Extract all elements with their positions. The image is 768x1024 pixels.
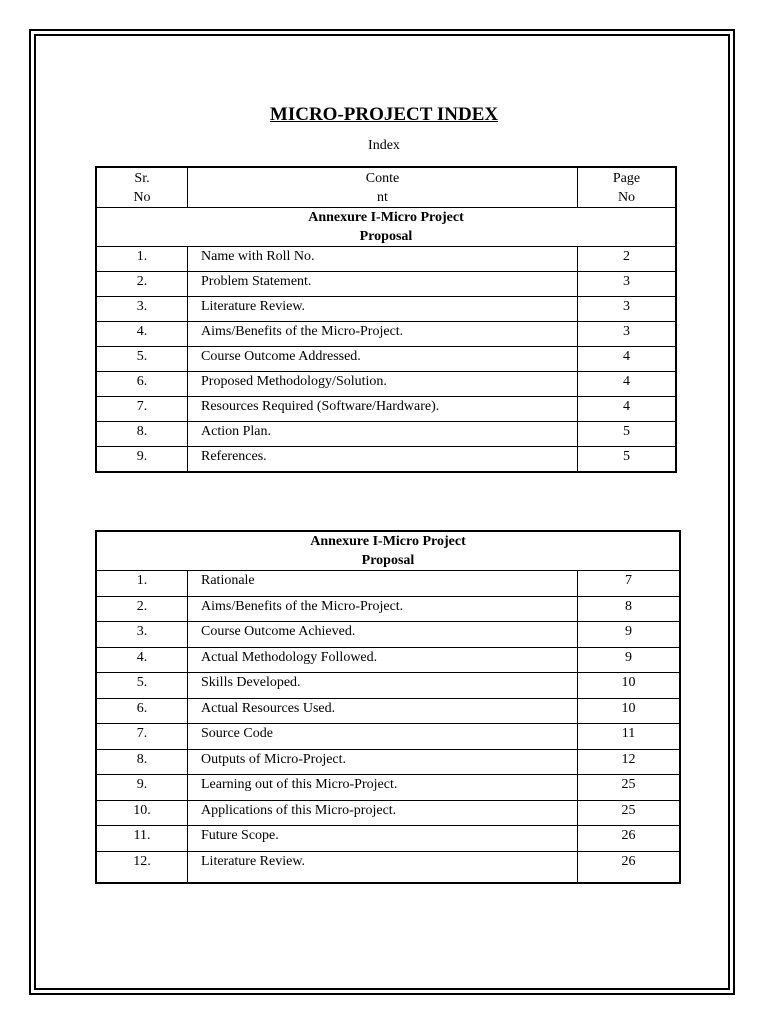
row-content: Name with Roll No. <box>188 247 578 272</box>
row-sr-no: 3. <box>96 297 188 322</box>
row-sr-no: 2. <box>96 596 188 622</box>
row-content: Literature Review. <box>188 851 578 883</box>
row-sr-no: 6. <box>96 372 188 397</box>
row-page-no: 3 <box>578 272 677 297</box>
row-sr-no: 8. <box>96 749 188 775</box>
row-page-no: 7 <box>578 571 681 597</box>
table-row <box>96 724 680 750</box>
row-page-no: 25 <box>578 800 681 826</box>
row-content: Actual Methodology Followed. <box>188 647 578 673</box>
row-page-no: 4 <box>578 347 677 372</box>
table-row <box>96 826 680 852</box>
table-row <box>96 272 676 297</box>
table-row <box>96 775 680 801</box>
row-sr-no: 6. <box>96 698 188 724</box>
row-sr-no: 12. <box>96 851 188 883</box>
header-page-line1: Page <box>612 171 641 186</box>
row-content: Actual Resources Used. <box>188 698 578 724</box>
table-row <box>96 372 676 397</box>
row-content: Outputs of Micro-Project. <box>188 749 578 775</box>
section-heading-line1: Annexure I-Micro Project <box>308 210 464 225</box>
row-page-no: 26 <box>578 851 681 883</box>
row-sr-no: 8. <box>96 422 188 447</box>
table-row <box>96 397 676 422</box>
section-heading <box>96 208 676 247</box>
row-sr-no: 9. <box>96 775 188 801</box>
table-row <box>96 447 676 473</box>
section-row <box>96 531 680 571</box>
row-page-no: 4 <box>578 372 677 397</box>
header-page-line2: No <box>617 190 636 205</box>
section-heading-line2: Proposal <box>361 553 415 568</box>
header-page-no <box>578 167 677 208</box>
section-row <box>96 208 676 247</box>
index-table-report <box>95 530 681 884</box>
section-heading-line1: Annexure I-Micro Project <box>310 534 466 549</box>
row-content: Literature Review. <box>188 297 578 322</box>
row-page-no: 4 <box>578 397 677 422</box>
header-content-line2: nt <box>377 190 388 205</box>
row-content: Aims/Benefits of the Micro-Project. <box>188 322 578 347</box>
section-heading <box>96 531 680 571</box>
row-content: Rationale <box>188 571 578 597</box>
row-content: Problem Statement. <box>188 272 578 297</box>
row-content: Proposed Methodology/Solution. <box>188 372 578 397</box>
table-row <box>96 347 676 372</box>
row-sr-no: 7. <box>96 397 188 422</box>
page-subtitle: Index <box>368 138 400 153</box>
row-page-no: 26 <box>578 826 681 852</box>
table-row <box>96 247 676 272</box>
row-content: Action Plan. <box>188 422 578 447</box>
row-page-no: 9 <box>578 647 681 673</box>
row-page-no: 25 <box>578 775 681 801</box>
row-sr-no: 1. <box>96 571 188 597</box>
index-table-proposal <box>95 166 677 473</box>
row-page-no: 3 <box>578 297 677 322</box>
section-heading-line2: Proposal <box>359 229 413 244</box>
row-sr-no: 2. <box>96 272 188 297</box>
row-page-no: 12 <box>578 749 681 775</box>
row-content: Aims/Benefits of the Micro-Project. <box>188 596 578 622</box>
row-page-no: 10 <box>578 673 681 699</box>
header-sr-no <box>96 167 188 208</box>
row-page-no: 8 <box>578 596 681 622</box>
table-row <box>96 322 676 347</box>
row-page-no: 2 <box>578 247 677 272</box>
table-row <box>96 622 680 648</box>
row-page-no: 5 <box>578 447 677 473</box>
row-sr-no: 7. <box>96 724 188 750</box>
table-row <box>96 800 680 826</box>
table-row <box>96 749 680 775</box>
row-sr-no: 11. <box>96 826 188 852</box>
row-sr-no: 3. <box>96 622 188 648</box>
row-content: Applications of this Micro-project. <box>188 800 578 826</box>
row-content: Course Outcome Achieved. <box>188 622 578 648</box>
header-content <box>188 167 578 208</box>
page-title: MICRO-PROJECT INDEX <box>269 104 499 125</box>
table-row <box>96 851 680 883</box>
row-content: Course Outcome Addressed. <box>188 347 578 372</box>
row-page-no: 5 <box>578 422 677 447</box>
row-content: Future Scope. <box>188 826 578 852</box>
table-row <box>96 673 680 699</box>
row-sr-no: 9. <box>96 447 188 473</box>
row-content: Resources Required (Software/Hardware). <box>188 397 578 422</box>
row-content: Skills Developed. <box>188 673 578 699</box>
row-sr-no: 5. <box>96 347 188 372</box>
table-row <box>96 596 680 622</box>
table-row <box>96 571 680 597</box>
header-sr-line1: Sr. <box>134 171 150 186</box>
row-page-no: 11 <box>578 724 681 750</box>
table-row <box>96 422 676 447</box>
table-row <box>96 698 680 724</box>
table-row <box>96 297 676 322</box>
row-page-no: 3 <box>578 322 677 347</box>
header-sr-line2: No <box>133 190 151 205</box>
row-sr-no: 1. <box>96 247 188 272</box>
row-sr-no: 4. <box>96 647 188 673</box>
row-sr-no: 10. <box>96 800 188 826</box>
row-content: Learning out of this Micro-Project. <box>188 775 578 801</box>
header-content-line1: Conte <box>365 171 400 186</box>
row-content: References. <box>188 447 578 473</box>
table-header-row <box>96 167 676 208</box>
row-sr-no: 4. <box>96 322 188 347</box>
row-page-no: 10 <box>578 698 681 724</box>
table-row <box>96 647 680 673</box>
row-content: Source Code <box>188 724 578 750</box>
row-sr-no: 5. <box>96 673 188 699</box>
row-page-no: 9 <box>578 622 681 648</box>
